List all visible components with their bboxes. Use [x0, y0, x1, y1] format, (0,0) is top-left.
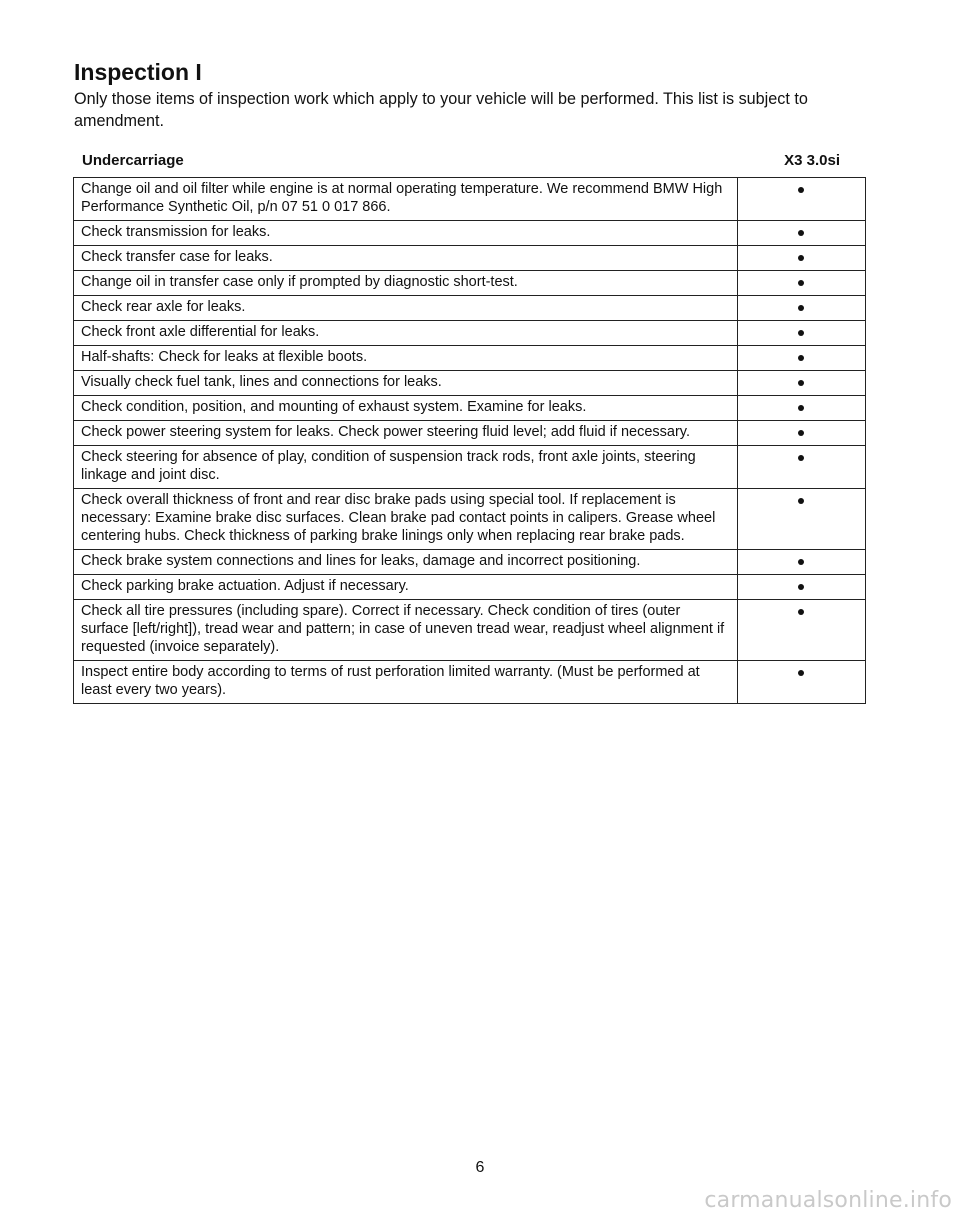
applies-cell — [737, 246, 865, 271]
inspection-table — [73, 177, 866, 704]
task-cell: Check rear axle for leaks. — [74, 296, 738, 321]
bullet-icon — [798, 405, 804, 411]
bullet-icon — [798, 559, 804, 565]
applies-cell — [737, 575, 865, 600]
bullet-icon — [798, 230, 804, 236]
task-cell: Check brake system connections and lines for leaks, damage and incorrect positioning. — [74, 550, 738, 575]
page-number: 6 — [475, 1159, 485, 1176]
bullet-icon — [798, 355, 804, 361]
table-row — [74, 396, 866, 421]
task-cell: Inspect entire body according to terms of rust perforation limited warranty. (Must be performed at least every two years). — [74, 661, 738, 704]
bullet-icon — [798, 430, 804, 436]
task-cell: Check all tire pressures (including spare). Correct if necessary. Check condition of tires (outer surface [left/right]), tread wear and pattern; in case of uneven tread wear, readjust wheel alignment if requested (invoice separately). — [74, 600, 738, 661]
table-row — [74, 550, 866, 575]
applies-cell — [737, 421, 865, 446]
task-cell: Half-shafts: Check for leaks at flexible boots. — [74, 346, 738, 371]
table-row — [74, 661, 866, 704]
table-row — [74, 371, 866, 396]
table-row — [74, 221, 866, 246]
table-row — [74, 421, 866, 446]
watermark: carmanualsonline.info — [704, 1188, 952, 1213]
task-cell: Visually check fuel tank, lines and connections for leaks. — [74, 371, 738, 396]
bullet-icon — [798, 330, 804, 336]
bullet-icon — [798, 455, 804, 461]
table-row — [74, 246, 866, 271]
table-row — [74, 296, 866, 321]
table-row — [74, 575, 866, 600]
task-cell: Change oil and oil filter while engine is at normal operating temperature. We recommend BMW High Performance Synthetic Oil, p/n 07 51 0 017 866. — [74, 178, 738, 221]
task-cell: Check parking brake actuation. Adjust if necessary. — [74, 575, 738, 600]
section-title: Undercarriage — [82, 152, 184, 169]
applies-cell — [737, 661, 865, 704]
applies-cell — [737, 271, 865, 296]
bullet-icon — [798, 280, 804, 286]
table-row — [74, 321, 866, 346]
applies-cell — [737, 371, 865, 396]
applies-cell — [737, 221, 865, 246]
intro-paragraph: Only those items of inspection work which apply to your vehicle will be performed. This list is subject to amendment. — [74, 90, 808, 130]
applies-cell — [737, 346, 865, 371]
bullet-icon — [798, 609, 804, 615]
applies-cell — [737, 446, 865, 489]
bullet-icon — [798, 255, 804, 261]
table-header — [74, 150, 866, 172]
page-title: Inspection I — [74, 59, 202, 85]
task-cell: Change oil in transfer case only if prompted by diagnostic short-test. — [74, 271, 738, 296]
task-cell: Check steering for absence of play, condition of suspension track rods, front axle joints, steering linkage and joint disc. — [74, 446, 738, 489]
bullet-icon — [798, 380, 804, 386]
applies-cell — [737, 396, 865, 421]
applies-cell — [737, 178, 865, 221]
applies-cell — [737, 489, 865, 550]
applies-cell — [737, 296, 865, 321]
task-cell: Check overall thickness of front and rear disc brake pads using special tool. If replacement is necessary: Examine brake disc surfaces. Clean brake pad contact points in calipers. Grease wheel centering hubs. Check thickness of parking brake linings only when replacing rear brake pads. — [74, 489, 738, 550]
bullet-icon — [798, 670, 804, 676]
task-cell: Check power steering system for leaks. Check power steering fluid level; add fluid if necessary. — [74, 421, 738, 446]
table-row — [74, 446, 866, 489]
applies-cell — [737, 550, 865, 575]
bullet-icon — [798, 584, 804, 590]
task-cell: Check front axle differential for leaks. — [74, 321, 738, 346]
bullet-icon — [798, 305, 804, 311]
table-row — [74, 178, 866, 221]
table-row — [74, 489, 866, 550]
task-cell: Check transfer case for leaks. — [74, 246, 738, 271]
applies-cell — [737, 321, 865, 346]
applies-cell — [737, 600, 865, 661]
bullet-icon — [798, 498, 804, 504]
task-cell: Check condition, position, and mounting of exhaust system. Examine for leaks. — [74, 396, 738, 421]
table-row — [74, 346, 866, 371]
task-cell: Check transmission for leaks. — [74, 221, 738, 246]
table-row — [74, 271, 866, 296]
table-row — [74, 600, 866, 661]
model-column-title: X3 3.0si — [784, 152, 840, 169]
bullet-icon — [798, 187, 804, 193]
